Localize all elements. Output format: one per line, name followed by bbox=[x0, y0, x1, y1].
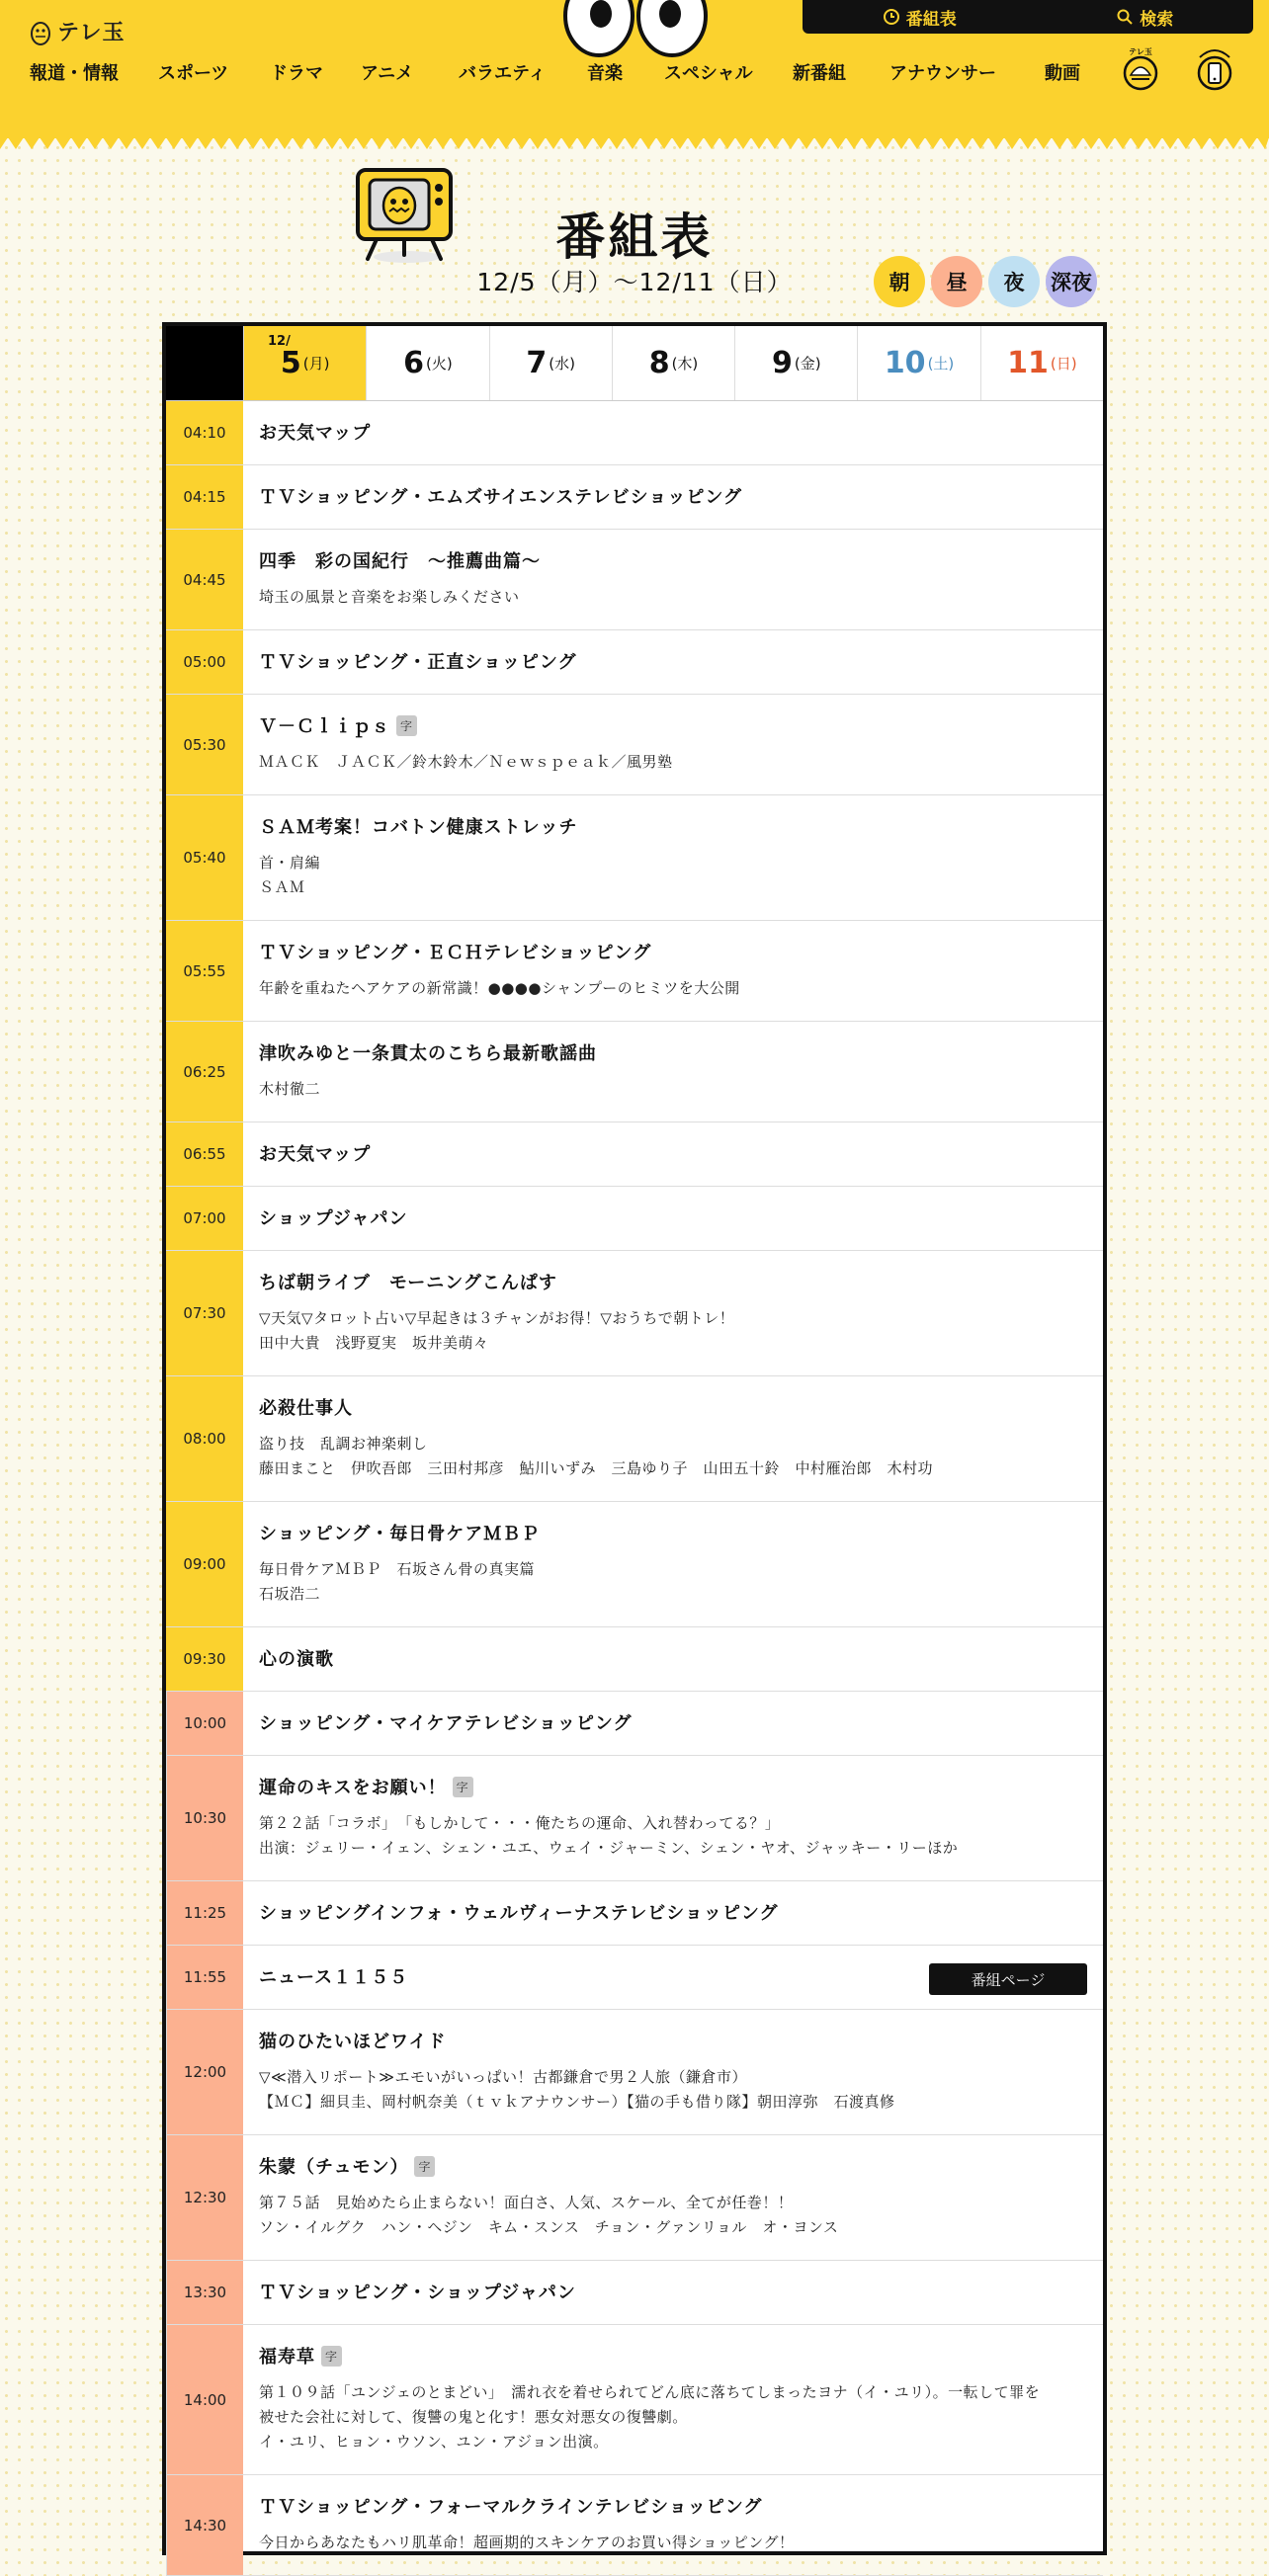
program-row[interactable] bbox=[166, 2135, 1103, 2261]
program-row[interactable] bbox=[166, 2475, 1103, 2576]
program-row[interactable] bbox=[166, 530, 1103, 630]
program-description-line: イ・ユリ、ヒョン・ウソン、ユン・アジョン出演。 bbox=[259, 2433, 609, 2451]
program-row[interactable] bbox=[166, 1502, 1103, 1627]
program-start-time: 04:10 bbox=[166, 401, 243, 464]
program-title[interactable]: ＳＡＭ考案！コバトン健康ストレッチ bbox=[259, 817, 578, 838]
site-logo[interactable] bbox=[30, 16, 126, 46]
program-details bbox=[243, 530, 1103, 629]
program-title[interactable]: ショッピング・毎日骨ケアＭＢＰ bbox=[259, 1524, 541, 1544]
program-description bbox=[259, 2531, 1087, 2555]
program-details bbox=[243, 1187, 1103, 1250]
program-title[interactable]: ＴＶショッピング・フォーマルクラインテレビショッピング bbox=[259, 2497, 763, 2518]
program-details bbox=[243, 2261, 1103, 2324]
program-details bbox=[243, 1756, 1103, 1880]
program-description bbox=[259, 1557, 1087, 1607]
program-description-line: 石坂浩二 bbox=[259, 1585, 321, 1603]
tele-tama-egg-icon bbox=[30, 17, 51, 46]
program-details bbox=[243, 2325, 1103, 2474]
day-tab-month: 12/ bbox=[268, 334, 291, 349]
day-tab-weekday: (日) bbox=[1050, 355, 1077, 373]
program-title[interactable]: 四季 彩の国紀行 ～推薦曲篇～ bbox=[259, 551, 541, 572]
program-details bbox=[243, 1376, 1103, 1501]
program-description bbox=[259, 2065, 1087, 2115]
program-title[interactable]: ショッピングインフォ・ウェルヴィーナステレビショッピング bbox=[259, 1903, 779, 1924]
program-start-time: 10:30 bbox=[166, 1756, 243, 1880]
subtitles-badge: 字 bbox=[453, 1777, 473, 1797]
program-row[interactable] bbox=[166, 2010, 1103, 2135]
program-title[interactable]: お天気マップ bbox=[259, 1144, 372, 1165]
tele-tama-character-icon[interactable] bbox=[1120, 45, 1161, 91]
day-tab-number: 9 bbox=[771, 346, 793, 380]
program-description-line: 藤田まこと 伊吹吾郎 三田村邦彦 鮎川いずみ 三島ゆり子 山田五十鈴 中村雁治郎 木村功 bbox=[259, 1459, 934, 1477]
program-title[interactable]: 心の演歌 bbox=[259, 1649, 334, 1670]
program-start-time: 14:00 bbox=[166, 2325, 243, 2474]
program-details bbox=[243, 630, 1103, 694]
program-title[interactable]: 朱蒙（チュモン） bbox=[259, 2157, 409, 2178]
subtitles-badge: 字 bbox=[396, 715, 417, 736]
program-title-line bbox=[259, 1520, 1087, 1545]
program-description-line: 第２２話「コラボ」 「もしかして・・・俺たちの運命、入れ替わってる？」 bbox=[259, 1814, 781, 1832]
program-row[interactable] bbox=[166, 921, 1103, 1022]
jump-late-night-button[interactable]: 深夜 bbox=[1046, 256, 1097, 307]
program-title[interactable]: 猫のひたいほどワイド bbox=[259, 2032, 447, 2052]
program-details bbox=[243, 1122, 1103, 1186]
program-title-line bbox=[259, 483, 1087, 509]
program-title[interactable]: 福寿草 bbox=[259, 2347, 315, 2368]
header-zigzag-edge bbox=[0, 137, 1269, 151]
day-tab-11[interactable] bbox=[980, 326, 1103, 400]
svg-text:テレ玉: テレ玉 bbox=[1129, 47, 1152, 56]
program-details bbox=[243, 1881, 1103, 1945]
nav-music[interactable]: 音楽 bbox=[587, 63, 623, 84]
program-start-time: 11:55 bbox=[166, 1946, 243, 2009]
program-start-time: 13:30 bbox=[166, 2261, 243, 2324]
program-details bbox=[243, 921, 1103, 1021]
program-details bbox=[243, 1022, 1103, 1122]
program-row[interactable] bbox=[166, 1627, 1103, 1692]
program-schedule bbox=[162, 322, 1107, 2555]
program-details bbox=[243, 1251, 1103, 1375]
program-start-time: 14:30 bbox=[166, 2475, 243, 2575]
nav-videos[interactable]: 動画 bbox=[1045, 63, 1080, 84]
nav-sports[interactable]: スポーツ bbox=[158, 63, 229, 84]
program-details bbox=[243, 2135, 1103, 2260]
program-start-time: 08:00 bbox=[166, 1376, 243, 1501]
program-start-time: 10:00 bbox=[166, 1692, 243, 1755]
program-title-line bbox=[259, 2028, 1087, 2053]
program-row[interactable] bbox=[166, 465, 1103, 530]
nav-announcers[interactable]: アナウンサー bbox=[889, 63, 996, 84]
nav-drama[interactable]: ドラマ bbox=[270, 63, 323, 84]
program-start-time: 06:55 bbox=[166, 1122, 243, 1186]
nav-news[interactable]: 報道・情報 bbox=[30, 63, 119, 84]
program-title[interactable]: 必殺仕事人 bbox=[259, 1398, 353, 1419]
program-title-line bbox=[259, 1269, 1087, 1294]
topbar-schedule-link[interactable] bbox=[883, 5, 957, 30]
program-details bbox=[243, 695, 1103, 794]
day-tab-weekday: (火) bbox=[426, 355, 453, 373]
program-row[interactable] bbox=[166, 2261, 1103, 2325]
day-tab-8[interactable] bbox=[612, 326, 734, 400]
program-description-line: 第７５話 見始めたら止まらない！面白さ、人気、スケール、全てが任巻！！ bbox=[259, 2194, 794, 2211]
program-row[interactable] bbox=[166, 2325, 1103, 2475]
jump-morning-button[interactable]: 朝 bbox=[874, 256, 925, 307]
day-tab-weekday: (水) bbox=[549, 355, 575, 373]
program-description-line: ▽天気▽タロット占い▽早起きは３チャンがお得！▽おうちで朝トレ！ bbox=[259, 1309, 735, 1327]
program-row[interactable] bbox=[166, 1122, 1103, 1187]
program-row[interactable] bbox=[166, 630, 1103, 695]
program-row[interactable] bbox=[166, 695, 1103, 795]
nav-special[interactable]: スペシャル bbox=[664, 63, 753, 84]
program-start-time: 12:00 bbox=[166, 2010, 243, 2134]
program-details bbox=[243, 2475, 1103, 2575]
program-row[interactable] bbox=[166, 401, 1103, 465]
nav-variety[interactable]: バラエティ bbox=[459, 63, 547, 84]
program-description-line: 毎日骨ケアＭＢＰ 石坂さん骨の真実篇 bbox=[259, 1560, 536, 1578]
program-title-line bbox=[259, 547, 1087, 573]
program-start-time: 04:45 bbox=[166, 530, 243, 629]
logo-text: テレ玉 bbox=[57, 21, 126, 45]
program-title[interactable]: 運命のキスをお願い！ bbox=[259, 1778, 447, 1798]
day-tab-6[interactable] bbox=[366, 326, 488, 400]
program-title-line bbox=[259, 1394, 1087, 1420]
program-description bbox=[259, 2191, 1087, 2240]
program-row[interactable] bbox=[166, 1187, 1103, 1251]
program-description-line: 被せた会社に対して、復讐の鬼と化す！悪女対悪女の復讐劇。 bbox=[259, 2408, 688, 2426]
program-start-time: 12:30 bbox=[166, 2135, 243, 2260]
program-start-time: 05:30 bbox=[166, 695, 243, 794]
program-title-line bbox=[259, 1709, 1087, 1735]
program-title-line bbox=[259, 648, 1087, 674]
program-description-line: 今日からあなたもハリ肌革命！超画期的スキンケアのお買い得ショッピング！ bbox=[259, 2534, 795, 2551]
program-title-line bbox=[259, 1205, 1087, 1230]
program-description-line: ＳＡＭ bbox=[259, 878, 305, 896]
program-title[interactable]: ショップジャパン bbox=[259, 1208, 408, 1229]
program-title[interactable]: ちば朝ライブ モーニングこんぱす bbox=[259, 1273, 557, 1293]
day-tab-number: 11 bbox=[1007, 346, 1049, 380]
program-description bbox=[259, 750, 1087, 775]
program-title-line bbox=[259, 1645, 1087, 1671]
day-tabs-corner bbox=[166, 326, 243, 400]
program-row[interactable] bbox=[166, 795, 1103, 921]
program-description-line: ▽≪潜入リポート≫エモいがいっぱい！古都鎌倉で男２人旅（鎌倉市） bbox=[259, 2068, 747, 2086]
program-details bbox=[243, 795, 1103, 920]
program-description bbox=[259, 585, 1087, 610]
program-title[interactable]: ＴＶショッピング・エムズサイエンステレビショッピング bbox=[259, 487, 742, 508]
program-title-line bbox=[259, 419, 1087, 445]
main-nav bbox=[22, 59, 1247, 89]
program-description-line: 埼玉の風景と音楽をお楽しみください bbox=[259, 588, 520, 606]
topbar-search-label: 検索 bbox=[1140, 9, 1174, 30]
day-tabs bbox=[166, 326, 1103, 401]
topbar-search-link[interactable] bbox=[1116, 5, 1173, 30]
program-title[interactable]: Ｖ－Ｃｌｉｐｓ bbox=[259, 716, 390, 737]
day-tab-5[interactable] bbox=[243, 326, 366, 400]
nav-anime[interactable]: アニメ bbox=[361, 63, 414, 84]
page-title: 番組表 bbox=[555, 208, 714, 266]
program-title-line bbox=[259, 2493, 1087, 2519]
program-description-line: 盗り技 乱調お神楽刺し bbox=[259, 1435, 428, 1453]
program-row[interactable] bbox=[166, 1692, 1103, 1756]
day-tab-10[interactable] bbox=[857, 326, 979, 400]
program-title-line bbox=[259, 813, 1087, 839]
day-tab-number: 7 bbox=[526, 346, 548, 380]
program-title-line bbox=[259, 2153, 1087, 2179]
nav-new-programs[interactable]: 新番組 bbox=[793, 63, 846, 84]
program-description-line: 年齢を重ねたヘアケアの新常識！●●●●シャンプーのヒミツを大公開 bbox=[259, 979, 740, 997]
program-description bbox=[259, 1306, 1087, 1356]
program-description bbox=[259, 1432, 1087, 1481]
program-title[interactable]: 津吹みゆと一条貫太のこちら最新歌謡曲 bbox=[259, 1043, 597, 1064]
day-tab-weekday: (木) bbox=[671, 355, 699, 373]
program-start-time: 05:00 bbox=[166, 630, 243, 694]
program-title[interactable]: お天気マップ bbox=[259, 423, 372, 444]
date-range: 12/5（月）〜12/11（日） bbox=[476, 268, 793, 296]
program-title-line bbox=[259, 1774, 1087, 1799]
day-tab-number: 10 bbox=[884, 346, 926, 380]
program-title-line bbox=[259, 712, 1087, 738]
program-details bbox=[243, 1627, 1103, 1691]
program-title-line bbox=[259, 2343, 1087, 2368]
program-title[interactable]: ＴＶショッピング・正直ショッピング bbox=[259, 652, 577, 673]
day-tab-number: 5 bbox=[280, 346, 301, 380]
program-row[interactable] bbox=[166, 1376, 1103, 1502]
mascot-eyes-icon bbox=[561, 0, 710, 59]
program-row[interactable] bbox=[166, 1946, 1103, 2010]
program-description-line: 第１０９話「ユンジェのとまどい」 濡れ衣を着せられてどん底に落ちてしまったヨナ（イ・ユリ）。一転して罪を bbox=[259, 2383, 1041, 2401]
site-header bbox=[0, 0, 1269, 138]
program-description bbox=[259, 1811, 1087, 1861]
program-description-line: 出演：ジェリー・イェン、シェン・ユエ、ウェイ・ジャーミン、シェン・ヤオ、ジャッキー・リーほか bbox=[259, 1839, 959, 1857]
jump-daytime-button[interactable]: 昼 bbox=[931, 256, 982, 307]
day-tab-7[interactable] bbox=[489, 326, 612, 400]
day-tab-weekday: (金) bbox=[794, 355, 821, 373]
program-list bbox=[166, 401, 1103, 2576]
program-title[interactable]: ショッピング・マイケアテレビショッピング bbox=[259, 1713, 633, 1734]
program-row[interactable] bbox=[166, 1251, 1103, 1376]
program-start-time: 04:15 bbox=[166, 465, 243, 529]
program-details bbox=[243, 1502, 1103, 1626]
program-description-line: ソン・イルグク ハン・ヘジン キム・スンス チョン・グァンリョル オ・ヨンス bbox=[259, 2218, 839, 2236]
jump-night-button[interactable]: 夜 bbox=[988, 256, 1040, 307]
program-title-line bbox=[259, 1140, 1087, 1166]
day-tab-9[interactable] bbox=[734, 326, 857, 400]
program-start-time: 11:25 bbox=[166, 1881, 243, 1945]
search-icon bbox=[1116, 8, 1134, 26]
smartphone-app-icon[interactable] bbox=[1194, 45, 1235, 91]
program-details bbox=[243, 1692, 1103, 1755]
program-description-line: 【ＭＣ】細貝圭、岡村帆奈美（ｔｖｋアナウンサー）【猫の手も借り隊】朝田淳弥 石渡真修 bbox=[259, 2093, 895, 2111]
topbar-schedule-label: 番組表 bbox=[905, 9, 957, 30]
program-start-time: 05:40 bbox=[166, 795, 243, 920]
program-title-line bbox=[259, 939, 1087, 964]
program-description bbox=[259, 851, 1087, 900]
program-description-line: 木村徹二 bbox=[259, 1080, 321, 1098]
program-title-line bbox=[259, 1039, 1087, 1065]
program-title[interactable]: ニュース１１５５ bbox=[259, 1967, 409, 1988]
program-description bbox=[259, 976, 1087, 1001]
top-utility-bar bbox=[803, 0, 1253, 34]
program-start-time: 09:30 bbox=[166, 1627, 243, 1691]
program-details bbox=[243, 465, 1103, 529]
subtitles-badge: 字 bbox=[321, 2346, 342, 2367]
program-start-time: 07:00 bbox=[166, 1187, 243, 1250]
program-start-time: 09:00 bbox=[166, 1502, 243, 1626]
program-page-button[interactable]: 番組ページ bbox=[929, 1963, 1087, 1995]
program-start-time: 05:55 bbox=[166, 921, 243, 1021]
program-title-line bbox=[259, 2279, 1087, 2304]
time-jump-nav bbox=[874, 256, 1097, 307]
program-start-time: 07:30 bbox=[166, 1251, 243, 1375]
program-details bbox=[243, 2010, 1103, 2134]
day-tab-weekday: (土) bbox=[927, 355, 955, 373]
program-description-line: ＭＡＣＫ ＪＡＣＫ／鈴木鈴木／Ｎｅｗｓｐｅａｋ／風男塾 bbox=[259, 753, 673, 771]
program-row[interactable] bbox=[166, 1022, 1103, 1122]
program-description-line: 田中大貴 浅野夏実 坂井美萌々 bbox=[259, 1334, 489, 1352]
day-tab-weekday: (月) bbox=[302, 355, 330, 373]
program-title[interactable]: ＴＶショッピング・ショップジャパン bbox=[259, 2283, 576, 2303]
subtitles-badge: 字 bbox=[414, 2156, 435, 2177]
day-tab-number: 8 bbox=[648, 346, 670, 380]
program-row[interactable] bbox=[166, 1756, 1103, 1881]
day-tab-number: 6 bbox=[403, 346, 424, 380]
program-start-time: 06:25 bbox=[166, 1022, 243, 1122]
program-title-line bbox=[259, 1899, 1087, 1925]
program-description bbox=[259, 1077, 1087, 1102]
program-description-line: 首・肩編 bbox=[259, 854, 321, 872]
program-title[interactable]: ＴＶショッピング・ＥＣＨテレビショッピング bbox=[259, 943, 652, 963]
program-description bbox=[259, 2380, 1087, 2454]
clock-icon bbox=[883, 8, 900, 26]
program-row[interactable] bbox=[166, 1881, 1103, 1946]
program-details bbox=[243, 401, 1103, 464]
